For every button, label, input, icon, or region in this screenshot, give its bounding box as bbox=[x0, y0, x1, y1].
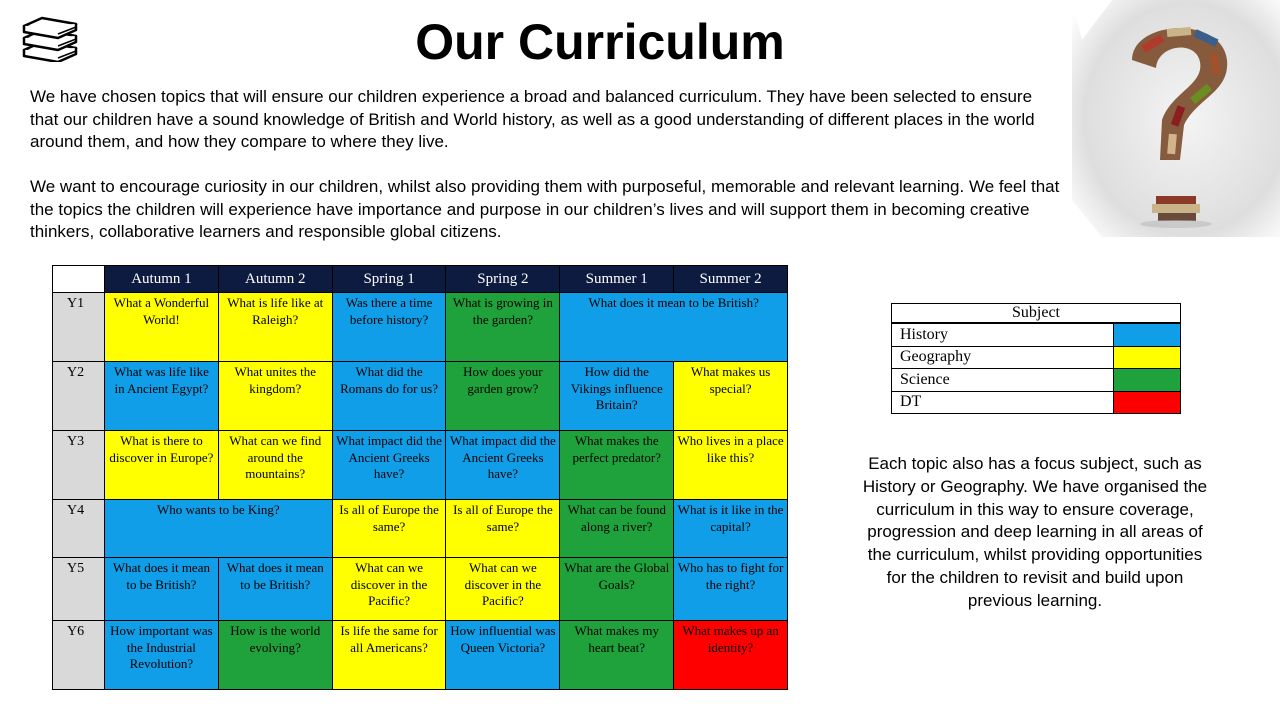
topic-cell: What can we find around the mountains? bbox=[218, 431, 332, 500]
legend-label: DT bbox=[892, 391, 1114, 414]
topic-cell: What can be found along a river? bbox=[560, 500, 674, 558]
topic-cell: What makes up an identity? bbox=[674, 621, 788, 690]
topic-cell: What was life like in Ancient Egypt? bbox=[105, 362, 219, 431]
topic-cell: What can we discover in the Pacific? bbox=[332, 558, 446, 621]
table-row bbox=[53, 362, 788, 431]
focus-subject-paragraph: Each topic also has a focus subject, such as History or Geography. We have organised the curriculum in this way to ensure coverage, progression and deep learning in all areas of the curriculum, whilst providing opportunities for the children to revisit and build upon previous learning. bbox=[862, 454, 1208, 610]
curriculum-table bbox=[52, 265, 788, 690]
table-row bbox=[53, 500, 788, 558]
table-row bbox=[53, 558, 788, 621]
intro-paragraph: We have chosen topics that will ensure our children experience a broad and balanced curriculum. They have been selected to ensure that our children have a sound knowledge of British and World history, as well as a good understanding of different places in the world around them, and how they compare to where they live. bbox=[30, 87, 1035, 151]
topic-cell: What unites the kingdom? bbox=[218, 362, 332, 431]
legend-swatch-dt bbox=[1114, 391, 1181, 414]
topic-cell: What impact did the Ancient Greeks have? bbox=[332, 431, 446, 500]
topic-cell: What does it mean to be British? bbox=[560, 293, 788, 362]
topic-cell: What is there to discover in Europe? bbox=[105, 431, 219, 500]
header-summer-1: Summer 1 bbox=[560, 266, 674, 293]
legend-label: History bbox=[892, 323, 1114, 346]
header-summer-2: Summer 2 bbox=[674, 266, 788, 293]
topic-cell: What makes us special? bbox=[674, 362, 788, 431]
header-corner bbox=[53, 266, 105, 293]
topic-cell: Who has to fight for the right? bbox=[674, 558, 788, 621]
topic-cell: What does it mean to be British? bbox=[105, 558, 219, 621]
header-spring-2: Spring 2 bbox=[446, 266, 560, 293]
topic-cell: What are the Global Goals? bbox=[560, 558, 674, 621]
topic-cell: What did the Romans do for us? bbox=[332, 362, 446, 431]
header-spring-1: Spring 1 bbox=[332, 266, 446, 293]
topic-cell: How does your garden grow? bbox=[446, 362, 560, 431]
legend-row-dt bbox=[892, 391, 1181, 414]
header-autumn-1: Autumn 1 bbox=[105, 266, 219, 293]
year-label: Y5 bbox=[53, 558, 105, 621]
topic-cell: What does it mean to be British? bbox=[218, 558, 332, 621]
topic-cell: Who lives in a place like this? bbox=[674, 431, 788, 500]
topic-cell: What makes my heart beat? bbox=[560, 621, 674, 690]
page-title: Our Curriculum bbox=[415, 14, 785, 70]
subject-legend bbox=[891, 303, 1181, 414]
legend-swatch-geography bbox=[1114, 346, 1181, 368]
topic-cell: Was there a time before history? bbox=[332, 293, 446, 362]
legend-row-geography bbox=[892, 346, 1181, 368]
legend-swatch-science bbox=[1114, 369, 1181, 391]
topic-cell: How is the world evolving? bbox=[218, 621, 332, 690]
legend-swatch-history bbox=[1114, 323, 1181, 346]
year-label: Y1 bbox=[53, 293, 105, 362]
legend-label: Geography bbox=[892, 346, 1114, 368]
topic-cell: Is all of Europe the same? bbox=[446, 500, 560, 558]
legend-header: Subject bbox=[892, 304, 1181, 324]
table-row bbox=[53, 431, 788, 500]
topic-cell: What a Wonderful World! bbox=[105, 293, 219, 362]
topic-cell: What can we discover in the Pacific? bbox=[446, 558, 560, 621]
topic-cell: Is all of Europe the same? bbox=[332, 500, 446, 558]
topic-cell: Is life the same for all Americans? bbox=[332, 621, 446, 690]
topic-cell: How important was the Industrial Revolution? bbox=[105, 621, 219, 690]
topic-cell: How did the Vikings influence Britain? bbox=[560, 362, 674, 431]
year-label: Y3 bbox=[53, 431, 105, 500]
topic-cell: What is it like in the capital? bbox=[674, 500, 788, 558]
legend-label: Science bbox=[892, 369, 1114, 391]
year-label: Y2 bbox=[53, 362, 105, 431]
curiosity-paragraph: We want to encourage curiosity in our children, whilst also providing them with purposeful, memorable and relevant learning. We feel that the topics the children will experience have importance and purpose in our children’s lives and will support them in becoming creative thinkers, collaborative learners and responsible global citizens. bbox=[30, 177, 1060, 241]
table-row bbox=[53, 621, 788, 690]
topic-cell: What is growing in the garden? bbox=[446, 293, 560, 362]
legend-row-history bbox=[892, 323, 1181, 346]
year-label: Y6 bbox=[53, 621, 105, 690]
table-row bbox=[53, 293, 788, 362]
topic-cell: What impact did the Ancient Greeks have? bbox=[446, 431, 560, 500]
legend-row-science bbox=[892, 369, 1181, 391]
topic-cell: What is life like at Raleigh? bbox=[218, 293, 332, 362]
year-label: Y4 bbox=[53, 500, 105, 558]
topic-cell: Who wants to be King? bbox=[105, 500, 333, 558]
header-autumn-2: Autumn 2 bbox=[218, 266, 332, 293]
question-mark-of-books-icon bbox=[1072, 0, 1280, 237]
table-header-row bbox=[53, 266, 788, 293]
topic-cell: What makes the perfect predator? bbox=[560, 431, 674, 500]
topic-cell: How influential was Queen Victoria? bbox=[446, 621, 560, 690]
